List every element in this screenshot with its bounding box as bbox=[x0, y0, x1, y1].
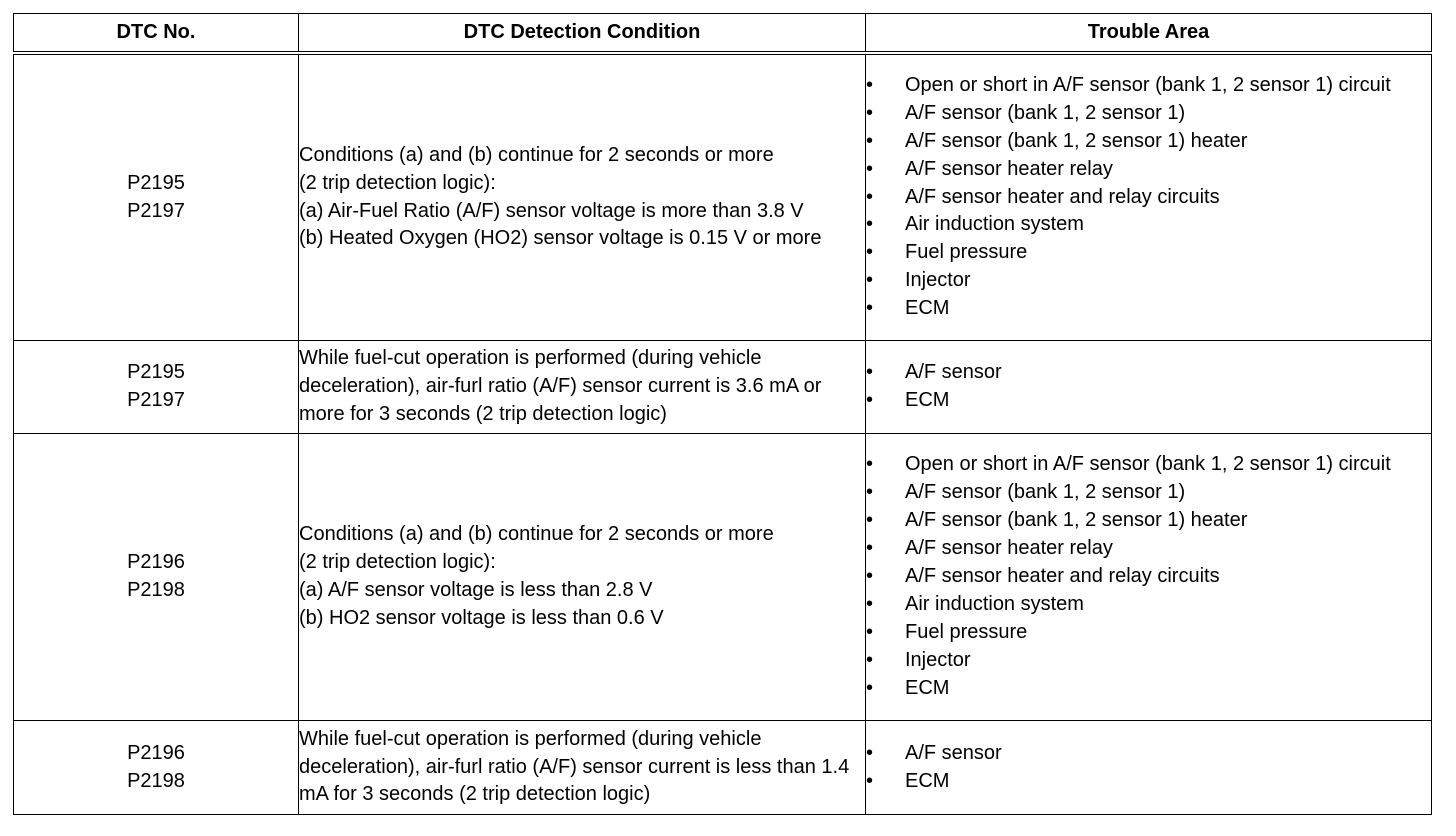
bullet-icon: • bbox=[866, 620, 874, 643]
table-row bbox=[14, 53, 1432, 341]
bullet-icon: • bbox=[866, 769, 874, 792]
bullet-icon: • bbox=[866, 297, 874, 320]
condition-text: While fuel-cut operation is performed (during vehicle deceleration), air-furl ratio (A/F) sensor current is 3.6 mA or more for 3 seconds (2 trip detection logic) bbox=[299, 347, 822, 425]
trouble-area-text: A/F sensor (bank 1, 2 sensor 1) bbox=[905, 481, 1186, 504]
bullet-icon: • bbox=[866, 73, 874, 96]
condition-text: (a) A/F sensor voltage is less than 2.8 V bbox=[299, 579, 653, 601]
condition-text: Conditions (a) and (b) continue for 2 seconds or more bbox=[299, 143, 774, 166]
list-item bbox=[866, 387, 1431, 415]
list-item bbox=[866, 100, 1431, 128]
trouble-area-text: A/F sensor bbox=[905, 741, 1002, 764]
bullet-icon: • bbox=[866, 129, 874, 152]
list-item bbox=[866, 563, 1431, 591]
condition-text: Conditions (a) and (b) continue for 2 seconds or more bbox=[299, 523, 774, 546]
condition-text: (2 trip detection logic): bbox=[299, 171, 496, 194]
list-item bbox=[866, 619, 1431, 647]
dtc-code-cell bbox=[14, 341, 299, 434]
bullet-icon: • bbox=[866, 537, 874, 560]
bullet-icon: • bbox=[866, 157, 874, 180]
dtc-code: P2197 bbox=[127, 199, 185, 222]
condition-text: While fuel-cut operation is performed (during vehicle deceleration), air-furl ratio (A/F) sensor current is less than 1.4 mA for 3 seconds (2 trip detection logic) bbox=[299, 727, 850, 806]
detection-condition-cell bbox=[299, 53, 866, 341]
trouble-area-text: Fuel pressure bbox=[905, 241, 1028, 264]
bullet-icon: • bbox=[866, 241, 874, 264]
trouble-area-text: Fuel pressure bbox=[905, 620, 1028, 643]
bullet-icon: • bbox=[866, 389, 874, 411]
trouble-area-text: A/F sensor heater relay bbox=[905, 157, 1113, 180]
dtc-code-cell bbox=[14, 721, 299, 815]
dtc-code: P2198 bbox=[127, 579, 185, 601]
table-row bbox=[14, 341, 1432, 434]
detection-condition-cell bbox=[299, 341, 866, 434]
dtc-code: P2196 bbox=[127, 741, 185, 764]
list-item bbox=[866, 156, 1431, 184]
condition-text: (2 trip detection logic): bbox=[299, 551, 496, 574]
trouble-area-text: ECM bbox=[905, 769, 950, 792]
list-item bbox=[866, 128, 1431, 156]
dtc-code: P2195 bbox=[127, 171, 185, 194]
header-dtc-no: DTC No. bbox=[14, 14, 299, 54]
table-row bbox=[14, 434, 1432, 721]
dtc-table bbox=[13, 13, 1432, 815]
list-item bbox=[866, 479, 1431, 507]
trouble-area-cell bbox=[866, 721, 1432, 815]
dtc-code: P2197 bbox=[127, 389, 185, 411]
trouble-area-text: A/F sensor heater and relay circuits bbox=[905, 565, 1220, 588]
list-item bbox=[866, 740, 1431, 768]
trouble-area-text: A/F sensor (bank 1, 2 sensor 1) heater bbox=[905, 129, 1248, 152]
list-item bbox=[866, 451, 1431, 479]
trouble-area-text: A/F sensor heater and relay circuits bbox=[905, 185, 1220, 208]
condition-text: (a) Air-Fuel Ratio (A/F) sensor voltage is more than 3.8 V bbox=[299, 199, 804, 222]
condition-text: (b) Heated Oxygen (HO2) sensor voltage is 0.15 V or more bbox=[299, 227, 822, 250]
list-item bbox=[866, 72, 1431, 100]
list-item bbox=[866, 768, 1431, 796]
bullet-icon: • bbox=[866, 481, 874, 504]
trouble-area-list bbox=[866, 740, 1431, 796]
bullet-icon: • bbox=[866, 361, 874, 384]
trouble-area-cell bbox=[866, 341, 1432, 434]
trouble-area-text: A/F sensor (bank 1, 2 sensor 1) heater bbox=[905, 509, 1248, 532]
dtc-code: P2196 bbox=[127, 551, 185, 574]
list-item bbox=[866, 184, 1431, 212]
list-item bbox=[866, 295, 1431, 323]
bullet-icon: • bbox=[866, 648, 874, 671]
dtc-code: P2198 bbox=[127, 769, 185, 792]
trouble-area-list bbox=[866, 359, 1431, 415]
trouble-area-list bbox=[866, 72, 1431, 323]
dtc-code: P2195 bbox=[127, 361, 185, 384]
bullet-icon: • bbox=[866, 453, 874, 476]
list-item bbox=[866, 211, 1431, 239]
trouble-area-cell bbox=[866, 53, 1432, 341]
trouble-area-text: ECM bbox=[905, 676, 950, 699]
header-trouble-area: Trouble Area bbox=[866, 14, 1432, 54]
trouble-area-cell bbox=[866, 434, 1432, 721]
trouble-area-text: Open or short in A/F sensor (bank 1, 2 sensor 1) circuit bbox=[905, 73, 1391, 96]
header-row bbox=[14, 14, 1432, 54]
trouble-area-text: A/F sensor bbox=[905, 361, 1002, 384]
trouble-area-list bbox=[866, 451, 1431, 702]
trouble-area-text: Air induction system bbox=[905, 213, 1084, 236]
trouble-area-text: ECM bbox=[905, 297, 950, 320]
bullet-icon: • bbox=[866, 741, 874, 764]
detection-condition-cell bbox=[299, 721, 866, 815]
bullet-icon: • bbox=[866, 185, 874, 208]
detection-condition-cell bbox=[299, 434, 866, 721]
trouble-area-text: Injector bbox=[905, 648, 971, 671]
header-detection-condition: DTC Detection Condition bbox=[299, 14, 866, 54]
bullet-icon: • bbox=[866, 101, 874, 124]
list-item bbox=[866, 591, 1431, 619]
bullet-icon: • bbox=[866, 213, 874, 236]
trouble-area-text: Injector bbox=[905, 269, 971, 292]
bullet-icon: • bbox=[866, 676, 874, 699]
trouble-area-text: A/F sensor heater relay bbox=[905, 537, 1113, 560]
trouble-area-text: A/F sensor (bank 1, 2 sensor 1) bbox=[905, 101, 1186, 124]
bullet-icon: • bbox=[866, 592, 874, 615]
condition-text: (b) HO2 sensor voltage is less than 0.6 V bbox=[299, 606, 664, 629]
dtc-code-cell bbox=[14, 53, 299, 341]
trouble-area-text: Air induction system bbox=[905, 592, 1084, 615]
list-item bbox=[866, 267, 1431, 295]
list-item bbox=[866, 239, 1431, 267]
bullet-icon: • bbox=[866, 509, 874, 532]
list-item bbox=[866, 359, 1431, 387]
list-item bbox=[866, 507, 1431, 535]
dtc-code-cell bbox=[14, 434, 299, 721]
list-item bbox=[866, 647, 1431, 675]
list-item bbox=[866, 675, 1431, 703]
bullet-icon: • bbox=[866, 565, 874, 588]
list-item bbox=[866, 535, 1431, 563]
bullet-icon: • bbox=[866, 269, 874, 292]
table-row bbox=[14, 721, 1432, 815]
trouble-area-text: Open or short in A/F sensor (bank 1, 2 sensor 1) circuit bbox=[905, 453, 1391, 476]
trouble-area-text: ECM bbox=[905, 389, 950, 411]
